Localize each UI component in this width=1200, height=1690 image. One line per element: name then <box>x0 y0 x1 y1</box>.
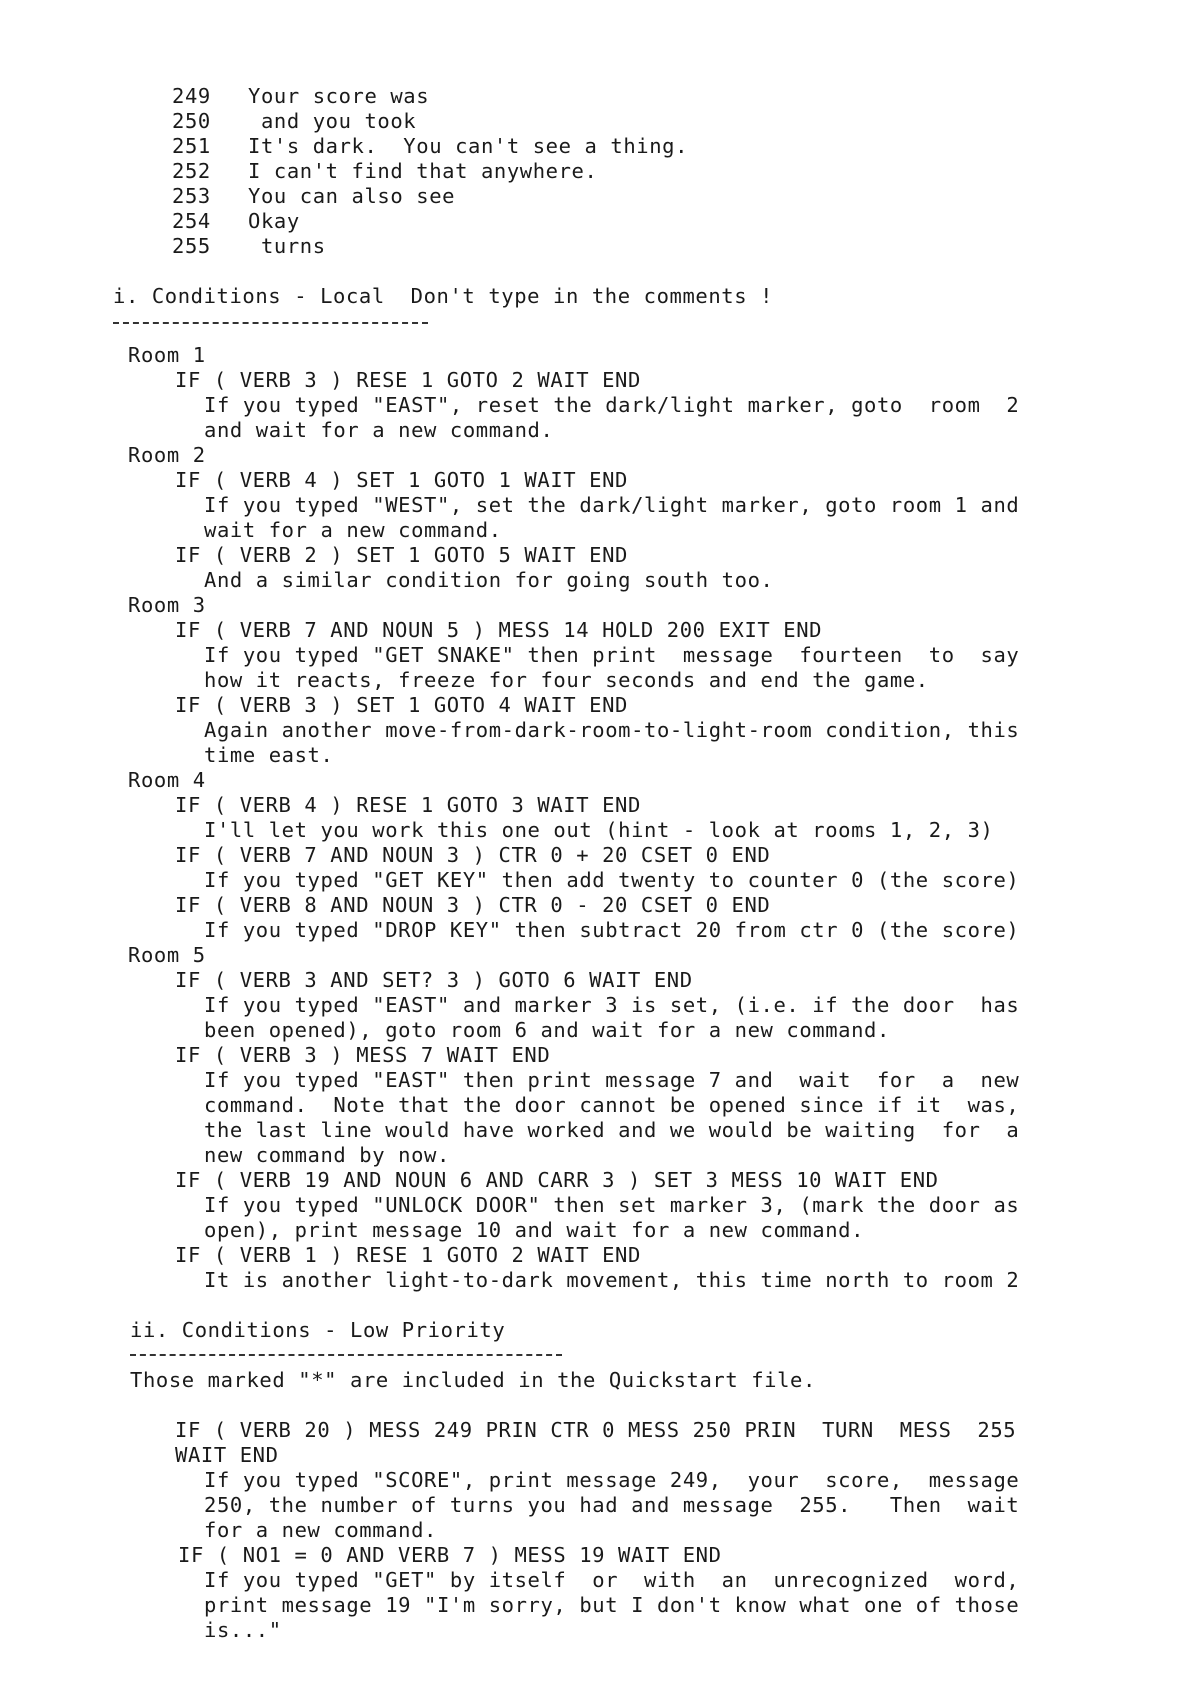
condition-line: IF ( VERB 3 ) MESS 7 WAIT END <box>175 1043 551 1067</box>
comment-line: time east. <box>204 743 334 767</box>
condition-line: IF ( VERB 1 ) RESE 1 GOTO 2 WAIT END <box>175 1243 641 1267</box>
comment-line: It is another light-to-dark movement, this time north to room 2 <box>204 1268 1020 1292</box>
condition-line: IF ( VERB 3 ) SET 1 GOTO 4 WAIT END <box>175 693 628 717</box>
heading-underline <box>130 1354 562 1356</box>
section-heading-low-priority: ii. Conditions - Low Priority <box>130 1318 506 1342</box>
message-number: 251 <box>172 134 211 158</box>
room-label: Room 4 <box>128 768 206 792</box>
comment-line: wait for a new command. <box>204 518 502 542</box>
comment-line: is..." <box>204 1618 282 1642</box>
condition-line: IF ( VERB 4 ) RESE 1 GOTO 3 WAIT END <box>175 793 641 817</box>
comment-line: how it reacts, freeze for four seconds and end the game. <box>204 668 929 692</box>
comment-line: If you typed "EAST", reset the dark/light marker, goto room 2 <box>204 393 1020 417</box>
condition-line: IF ( VERB 2 ) SET 1 GOTO 5 WAIT END <box>175 543 628 567</box>
message-text: You can also see <box>248 184 456 208</box>
comment-line: command. Note that the door cannot be opened since if it was, <box>204 1093 1020 1117</box>
message-number: 253 <box>172 184 211 208</box>
message-text: Your score was <box>248 84 430 108</box>
comment-line: been opened), goto room 6 and wait for a new command. <box>204 1018 890 1042</box>
comment-line: I'll let you work this one out (hint - look at rooms 1, 2, 3) <box>204 818 994 842</box>
message-number: 250 <box>172 109 211 133</box>
message-text: I can't find that anywhere. <box>248 159 598 183</box>
comment-line: If you typed "SCORE", print message 249, your score, message <box>204 1468 1020 1492</box>
heading-underline <box>113 322 428 324</box>
comment-line: and wait for a new command. <box>204 418 554 442</box>
condition-line: WAIT END <box>175 1443 279 1467</box>
message-number: 252 <box>172 159 211 183</box>
comment-line: Again another move-from-dark-room-to-light-room condition, this <box>204 718 1020 742</box>
condition-line: IF ( VERB 4 ) SET 1 GOTO 1 WAIT END <box>175 468 628 492</box>
section-heading-local: i. Conditions - Local Don't type in the comments ! <box>113 284 774 308</box>
comment-line: If you typed "UNLOCK DOOR" then set marker 3, (mark the door as <box>204 1193 1020 1217</box>
comment-line: If you typed "DROP KEY" then subtract 20 from ctr 0 (the score) <box>204 918 1020 942</box>
section-intro: Those marked "*" are included in the Quickstart file. <box>130 1368 816 1392</box>
comment-line: If you typed "EAST" and marker 3 is set, (i.e. if the door has <box>204 993 1020 1017</box>
comment-line: And a similar condition for going south too. <box>204 568 774 592</box>
comment-line: If you typed "GET" by itself or with an unrecognized word, <box>204 1568 1020 1592</box>
comment-line: open), print message 10 and wait for a new command. <box>204 1218 865 1242</box>
comment-line: the last line would have worked and we would be waiting for a <box>204 1118 1020 1142</box>
message-text: Okay <box>248 209 300 233</box>
condition-line: IF ( VERB 19 AND NOUN 6 AND CARR 3 ) SET 3 MESS 10 WAIT END <box>175 1168 939 1192</box>
condition-line: IF ( VERB 7 AND NOUN 5 ) MESS 14 HOLD 200 EXIT END <box>175 618 823 642</box>
message-number: 254 <box>172 209 211 233</box>
comment-line: If you typed "GET KEY" then add twenty to counter 0 (the score) <box>204 868 1020 892</box>
condition-line: IF ( VERB 20 ) MESS 249 PRIN CTR 0 MESS 250 PRIN TURN MESS 255 <box>175 1418 1017 1442</box>
condition-line: IF ( VERB 3 ) RESE 1 GOTO 2 WAIT END <box>175 368 641 392</box>
room-label: Room 2 <box>128 443 206 467</box>
comment-line: new command by now. <box>204 1143 450 1167</box>
comment-line: If you typed "GET SNAKE" then print message fourteen to say <box>204 643 1020 667</box>
comment-line: If you typed "EAST" then print message 7 and wait for a new <box>204 1068 1020 1092</box>
message-text: turns <box>248 234 326 258</box>
condition-line: IF ( VERB 7 AND NOUN 3 ) CTR 0 + 20 CSET 0 END <box>175 843 771 867</box>
message-number: 255 <box>172 234 211 258</box>
condition-line: IF ( VERB 8 AND NOUN 3 ) CTR 0 - 20 CSET 0 END <box>175 893 771 917</box>
condition-line: IF ( NO1 = 0 AND VERB 7 ) MESS 19 WAIT END <box>178 1543 722 1567</box>
room-label: Room 5 <box>128 943 206 967</box>
comment-line: print message 19 "I'm sorry, but I don't know what one of those <box>204 1593 1020 1617</box>
comment-line: If you typed "WEST", set the dark/light marker, goto room 1 and <box>204 493 1020 517</box>
message-number: 249 <box>172 84 211 108</box>
comment-line: 250, the number of turns you had and message 255. Then wait <box>204 1493 1020 1517</box>
condition-line: IF ( VERB 3 AND SET? 3 ) GOTO 6 WAIT END <box>175 968 693 992</box>
message-text: and you took <box>248 109 417 133</box>
comment-line: for a new command. <box>204 1518 437 1542</box>
room-label: Room 3 <box>128 593 206 617</box>
message-text: It's dark. You can't see a thing. <box>248 134 689 158</box>
room-label: Room 1 <box>128 343 206 367</box>
